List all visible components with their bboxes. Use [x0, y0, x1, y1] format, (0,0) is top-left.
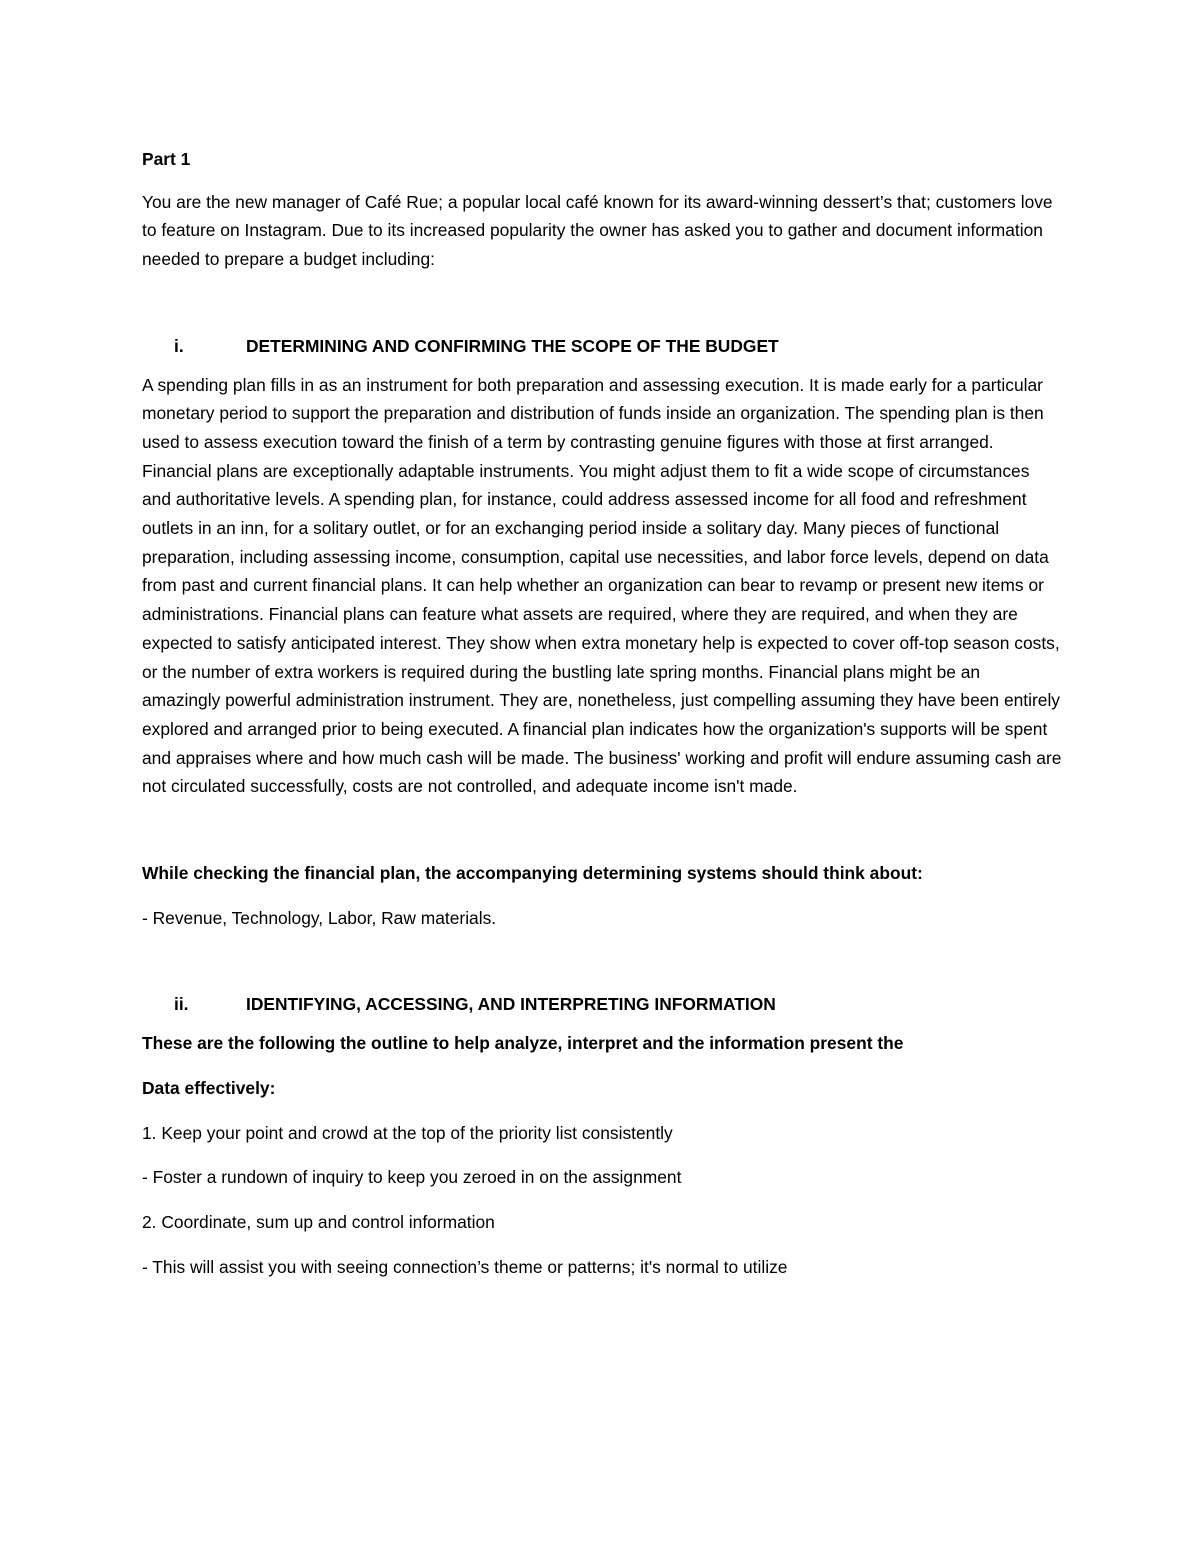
section-2-title: IDENTIFYING, ACCESSING, AND INTERPRETING INFORMATION: [246, 994, 776, 1015]
list-item-2-sub: - This will assist you with seeing connection’s theme or patterns; it's normal to utilize: [142, 1256, 788, 1277]
outline-line-1: These are the following the outline to help analyze, interpret and the information present the: [142, 1033, 904, 1054]
section-1-body: A spending plan fills in as an instrument for both preparation and assessing execution. It is made early for a particular monetary period to support the preparation and distribution of funds inside an organization. The spending plan is then used to assess execution toward the finish of a term by contrasting genuine figures with those at first arranged. Financial plans are exceptionally adaptable instruments. You might adjust them to fit a wide scope of circumstances and authoritative levels. A spending plan, for instance, could address assessed income for all food and refreshment outlets in an inn, for a solitary outlet, or for an exchanging period inside a solitary day. Many pieces of functional preparation, including assessing income, consumption, capital use necessities, and labor force levels, depend on data from past and current financial plans. It can help whether an organization can bear to revamp or present new items or administrations. Financial plans can feature what assets are required, where they are required, and when they are expected to satisfy anticipated interest. They show when extra monetary help is expected to cover off-top season costs, or the number of extra workers is required during the bustling late spring months. Financial plans might be an amazingly powerful administration instrument. They are, nonetheless, just compelling assuming they have been entirely explored and arranged prior to being executed. A financial plan indicates how the organization's supports will be spent and appraises where and how much cash will be made. The business' working and profit will endure assuming cash are not circulated successfully, costs are not controlled, and adequate income isn't made.: [142, 374, 1062, 797]
section-1-title: DETERMINING AND CONFIRMING THE SCOPE OF THE BUDGET: [246, 335, 779, 356]
document-content: [142, 145, 1062, 1297]
section-2-numeral: ii.: [174, 994, 189, 1015]
section-1-heading: [142, 332, 1062, 361]
list-item-2: 2. Coordinate, sum up and control information: [142, 1211, 495, 1232]
systems-list: - Revenue, Technology, Labor, Raw materials.: [142, 907, 497, 928]
intro-paragraph: You are the new manager of Café Rue; a popular local café known for its award-winning dessert’s that; customers love to feature on Instagram. Due to its increased popularity the owner has asked you to gather and document information needed to prepare a budget including:: [142, 191, 1053, 270]
section-2-heading: [142, 990, 1062, 1019]
list-item-1-sub: - Foster a rundown of inquiry to keep you zeroed in on the assignment: [142, 1167, 682, 1188]
list-item-1: 1. Keep your point and crowd at the top of the priority list consistently: [142, 1122, 673, 1143]
part-title: Part 1: [142, 149, 191, 169]
outline-line-2: Data effectively:: [142, 1077, 276, 1098]
systems-heading: While checking the financial plan, the accompanying determining systems should think about:: [142, 863, 923, 884]
section-1-numeral: i.: [174, 335, 184, 356]
